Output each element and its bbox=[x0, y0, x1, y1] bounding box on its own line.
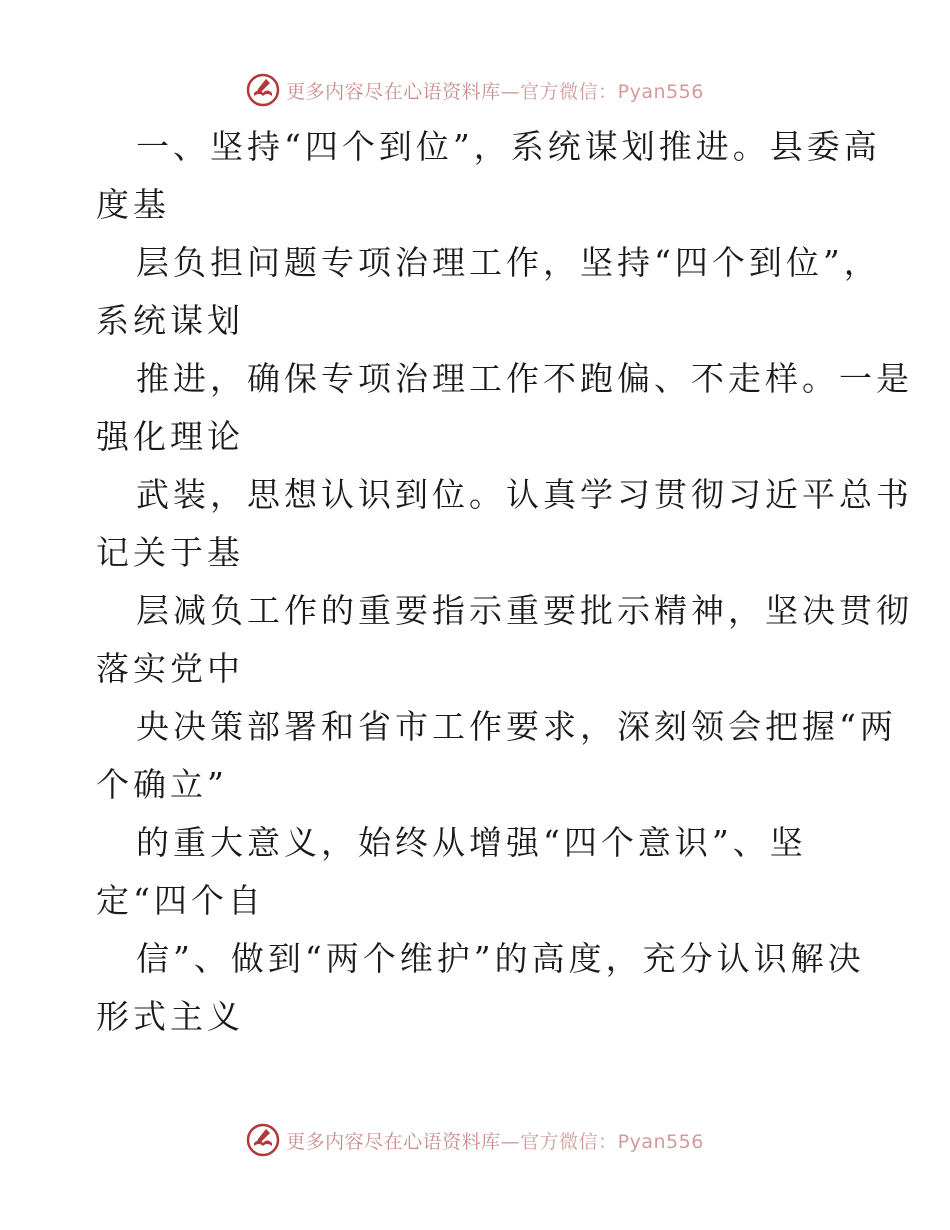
text-line: 定“四个自 bbox=[96, 881, 265, 920]
text-line: 落实党中 bbox=[96, 649, 244, 688]
text-line: 记关于基 bbox=[96, 533, 244, 572]
document-body bbox=[96, 118, 913, 1046]
banner-wechat-text: —官方微信：Pyan556 bbox=[500, 1130, 704, 1153]
book-pen-logo-icon bbox=[246, 1123, 280, 1157]
text-line: 央决策部署和省市工作要求，深刻领会把握“两 bbox=[136, 707, 897, 746]
footer-banner bbox=[0, 1120, 950, 1160]
text-line: 武装，思想认识到位。认真学习贯彻习近平总书 bbox=[136, 475, 913, 514]
banner-text bbox=[286, 77, 704, 104]
text-line: 层减负工作的重要指示重要批示精神，坚决贯彻 bbox=[136, 591, 913, 630]
text-line: 推进，确保专项治理工作不跑偏、不走样。一是 bbox=[136, 359, 913, 398]
banner-wechat-text: —官方微信：Pyan556 bbox=[500, 80, 704, 103]
book-pen-logo-icon bbox=[246, 73, 280, 107]
text-line: 一、坚持“四个到位”，系统谋划推进。县委高 bbox=[136, 127, 881, 166]
banner-text bbox=[286, 1127, 704, 1154]
text-line: 系统谋划 bbox=[96, 301, 244, 340]
text-line: 的重大意义，始终从增强“四个意识”、坚 bbox=[136, 823, 807, 862]
text-line: 个确立” bbox=[96, 765, 228, 804]
text-line: 形式主义 bbox=[96, 997, 244, 1036]
text-line: 层负担问题专项治理工作，坚持“四个到位”， bbox=[136, 243, 881, 282]
text-line: 信”、做到“两个维护”的高度，充分认识解决 bbox=[136, 939, 865, 978]
banner-main-text: 更多内容尽在心语资料库 bbox=[286, 1130, 501, 1153]
banner-main-text: 更多内容尽在心语资料库 bbox=[286, 80, 501, 103]
text-line: 强化理论 bbox=[96, 417, 244, 456]
text-line: 度基 bbox=[96, 185, 170, 224]
header-banner bbox=[0, 70, 950, 110]
